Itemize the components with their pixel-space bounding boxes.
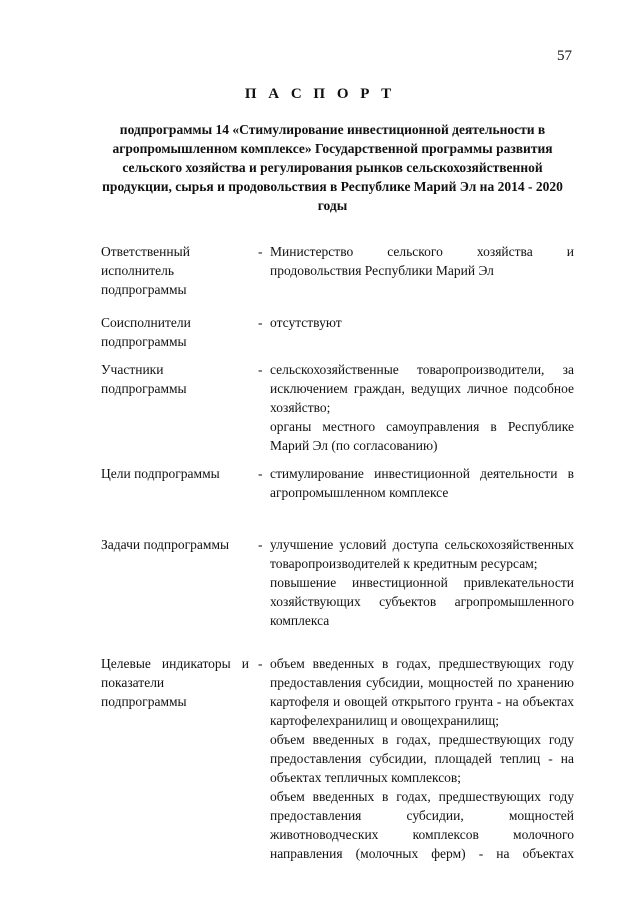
row-dash: - [258,656,263,671]
row-value-paragraph: органы местного самоуправления в Республике Марий Эл (по согласованию) [270,419,574,453]
row-label: Соисполнители подпрограммы [101,315,191,349]
row-label: Ответственный исполнитель подпрограммы [101,244,190,297]
row-label: Участники подпрограммы [101,362,187,396]
row-value [270,535,574,630]
page-number: 57 [557,48,572,64]
row-value [270,464,574,502]
row-value-paragraph: объем введенных в годах, предшествующих году предоставления субсидии, мощностей животноводческих комплексов молочного направления (молочных ферм) - на объектах [270,789,574,861]
row-value-paragraph: повышение инвестиционной привлекательности хозяйствующих субъектов агропромышленного комплекса [270,575,574,628]
row-dash: - [258,537,263,552]
row-value-paragraph: объем введенных в годах, предшествующих году предоставления субсидии, площадей теплиц - на объектах тепличных комплексов; [270,732,574,785]
document-title: П А С П О Р Т [244,86,396,102]
row-dash: - [258,315,263,330]
row-label: Цели подпрограммы [101,466,220,481]
row-value-paragraph: объем введенных в годах, предшествующих году предоставления субсидии, мощностей по хранению картофеля и овощей открытого грунта - на объектах картофелехранилищ и овощехранилищ; [270,656,574,728]
row-value [270,313,574,332]
row-value-paragraph: стимулирование инвестиционной деятельности в агропромышленном комплексе [270,466,574,500]
row-value-paragraph: сельскохозяйственные товаропроизводители, за исключением граждан, ведущих личное подсобное хозяйство; [270,362,574,415]
row-value-paragraph: отсутствуют [270,315,342,330]
row-dash: - [258,244,263,259]
row-label: Целевые индикаторы и показатели подпрограммы [101,656,249,709]
row-value [270,360,574,455]
row-label: Задачи подпрограммы [101,537,230,552]
row-value [270,654,574,863]
row-dash: - [258,362,263,377]
row-value-paragraph: улучшение условий доступа сельскохозяйственных товаропроизводителей к кредитным ресурсам; [270,537,574,571]
document-subtitle: подпрограммы 14 «Стимулирование инвестиционной деятельности в агропромышленном комплексе» Государственной программы развития сельского хозяйства и регулирования рынков сельскохозяйственной продукции, сырья и продовольствия в Республике Марий Эл на 2014 - 2020 годы [102,122,563,213]
row-value [270,242,574,280]
row-dash: - [258,466,263,481]
row-value-paragraph: Министерство сельского хозяйства и продовольствия Республики Марий Эл [270,244,574,278]
